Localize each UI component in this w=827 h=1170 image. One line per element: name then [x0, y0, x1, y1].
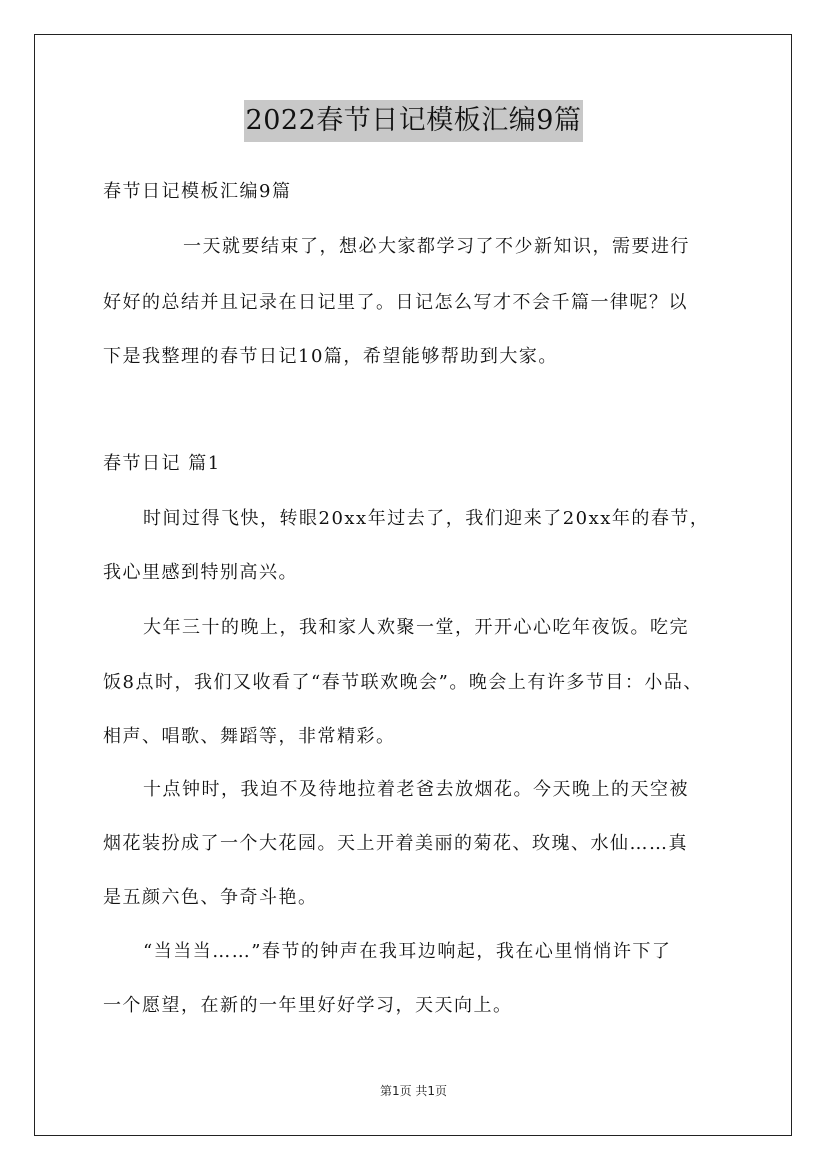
- intro-line-2: 好好的总结并且记录在日记里了。日记怎么写才不会千篇一律呢？以: [103, 292, 688, 313]
- document-title: 2022春节日记模板汇编9篇: [244, 100, 584, 142]
- body-line-8: 是五颜六色、争奇斗艳。: [103, 887, 318, 908]
- section-heading: 春节日记 篇1: [103, 453, 221, 474]
- body-line-5: 相声、唱歌、舞蹈等，非常精彩。: [103, 726, 396, 747]
- body-line-3: 大年三十的晚上，我和家人欢聚一堂，开开心心吃年夜饭。吃完: [143, 617, 689, 638]
- title-container: [0, 100, 827, 142]
- intro-line-3: 下是我整理的春节日记10篇，希望能够帮助到大家。: [103, 346, 558, 367]
- body-line-4: 饭8点时，我们又收看了“春节联欢晚会”。晚会上有许多节目：小品、: [103, 672, 703, 693]
- body-line-10: 一个愿望，在新的一年里好好学习，天天向上。: [103, 995, 513, 1016]
- body-line-1: 时间过得飞快，转眼20xx年过去了，我们迎来了20xx年的春节，: [143, 508, 710, 529]
- subtitle: 春节日记模板汇编9篇: [103, 181, 292, 202]
- body-line-9: “当当当……”春节的钟声在我耳边响起，我在心里悄悄许下了: [143, 941, 672, 962]
- body-line-6: 十点钟时，我迫不及待地拉着老爸去放烟花。今天晚上的天空被: [143, 779, 689, 800]
- intro-line-1: 一天就要结束了，想必大家都学习了不少新知识，需要进行: [183, 236, 690, 257]
- page-footer: 第1页 共1页: [379, 1084, 448, 1098]
- body-line-2: 我心里感到特别高兴。: [103, 562, 298, 583]
- body-line-7: 烟花装扮成了一个大花园。天上开着美丽的菊花、玫瑰、水仙……真: [103, 833, 688, 854]
